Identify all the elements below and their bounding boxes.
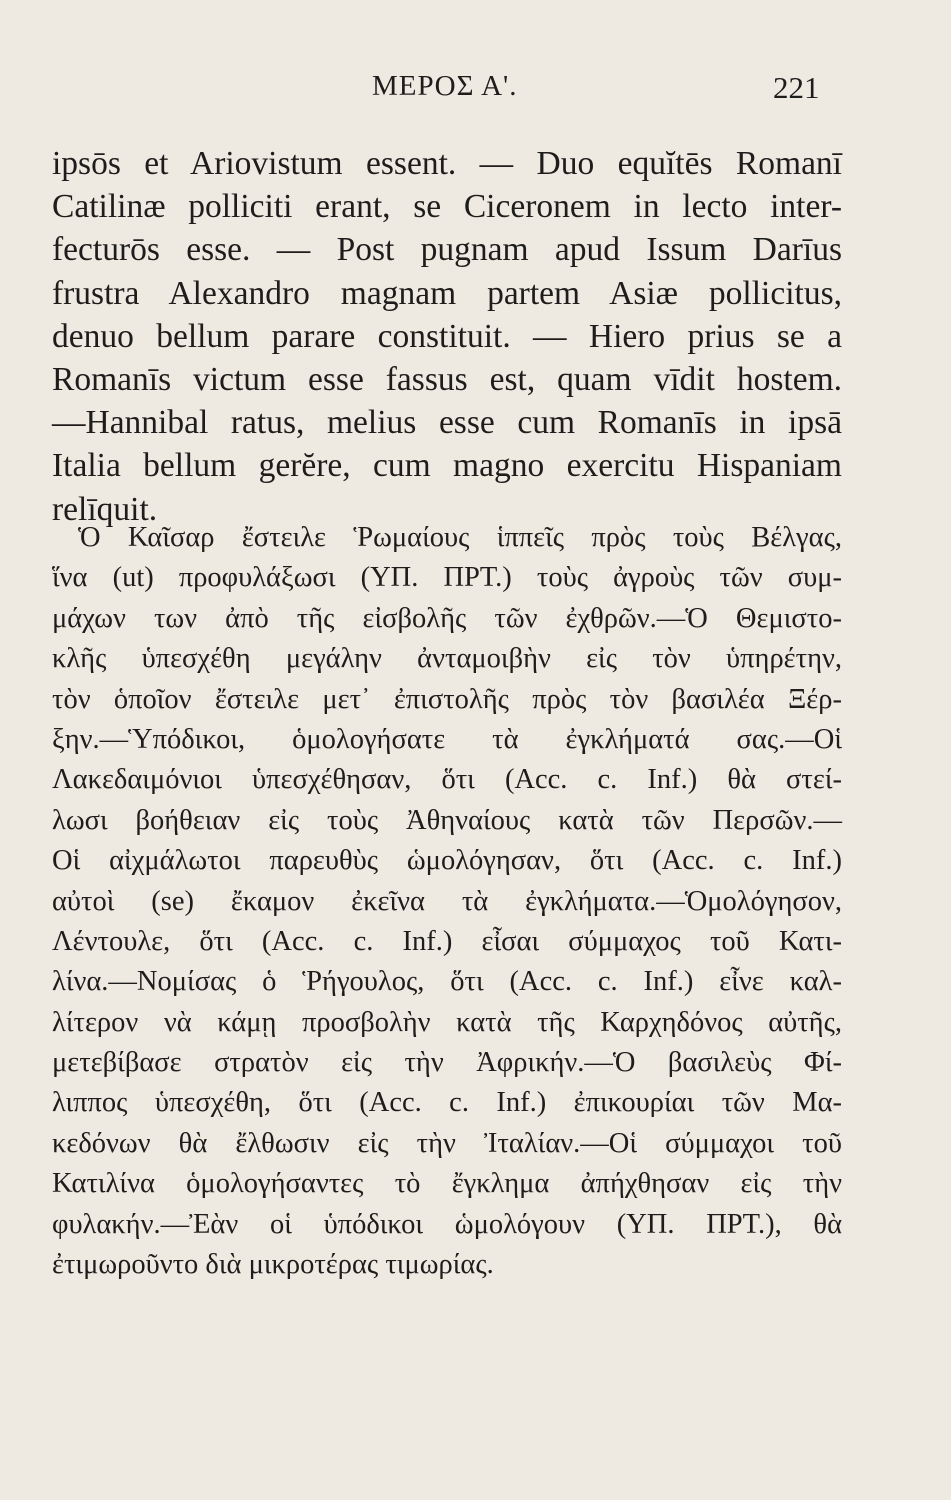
text-line: ἐτιμωροῦντο διὰ μικροτέρας τιμωρίας. (52, 1249, 494, 1281)
text-line: Catilinæ polliciti erant, se Ciceronem in lecto inter- (52, 188, 842, 226)
running-title: ΜΕΡΟΣ Α'. (372, 70, 518, 102)
text-line: αὐτοὶ (se) ἔκαμον ἐκεῖνα τὰ ἐγκλήματα.—Ὁμολόγησον, (52, 885, 842, 917)
text-line: Κατιλίνα ὁμολογήσαντες τὸ ἔγκλημα ἀπήχθησαν εἰς τὴν (52, 1168, 842, 1200)
text-line: μετεβίβασε στρατὸν εἰς τὴν Ἀφρικήν.—Ὁ βασιλεὺς Φί- (52, 1047, 842, 1079)
page-number: 221 (773, 70, 820, 105)
text-line: ἵνα (ut) προφυλάξωσι (ΥΠ. ΠΡΤ.) τοὺς ἀγροὺς τῶν συμ- (52, 562, 842, 594)
text-line: φυλακήν.—Ἐὰν οἱ ὑπόδικοι ὡμολόγουν (ΥΠ. ΠΡΤ.), θὰ (52, 1208, 842, 1240)
text-line: fecturōs esse. — Post pugnam apud Issum Darīus (52, 231, 842, 269)
text-line: Λέντουλε, ὅτι (Acc. c. Inf.) εἶσαι σύμμαχος τοῦ Κατι- (52, 925, 842, 957)
text-line: κεδόνων θὰ ἔλθωσιν εἰς τὴν Ἰταλίαν.—Οἱ σύμμαχοι τοῦ (52, 1127, 842, 1159)
greek-paragraph (52, 518, 842, 1285)
text-line: Οἱ αἰχμάλωτοι παρευθὺς ὡμολόγησαν, ὅτι (Acc. c. Inf.) (52, 845, 842, 877)
text-line: Italia bellum gerĕre, cum magno exercitu Hispaniam (52, 447, 842, 485)
text-line: —Hannibal ratus, melius esse cum Romanīs in ipsā (52, 404, 842, 442)
text-line: λωσι βοήθειαν εἰς τοὺς Ἀθηναίους κατὰ τῶν Περσῶν.— (52, 804, 842, 836)
text-line: Λακεδαιμόνιοι ὑπεσχέθησαν, ὅτι (Acc. c. Inf.) θὰ στεί- (52, 764, 842, 796)
text-line: ipsōs et Ariovistum essent. — Duo equĭtēs Romanī (52, 145, 842, 182)
text-line: λιππος ὑπεσχέθη, ὅτι (Acc. c. Inf.) ἐπικουρίαι τῶν Μα- (52, 1087, 842, 1119)
text-line: λίνα.—Νομίσας ὁ Ῥήγουλος, ὅτι (Acc. c. Inf.) εἶνε καλ- (52, 966, 842, 998)
text-line: Ὁ Καῖσαρ ἔστειλε Ῥωμαίους ἱππεῖς πρὸς τοὺς Βέλγας, (78, 522, 842, 553)
text-line: λίτερον νὰ κάμῃ προσβολὴν κατὰ τῆς Καρχηδόνος αὐτῆς, (52, 1006, 842, 1038)
running-head (0, 66, 951, 116)
text-line: ξην.—Ὑπόδικοι, ὁμολογήσατε τὰ ἐγκλήματά σας.—Οἱ (52, 723, 842, 755)
text-line: relīquit. (52, 490, 158, 528)
text-line: κλῆς ὑπεσχέθη μεγάλην ἀνταμοιβὴν εἰς τὸν ὑπηρέτην, (52, 643, 842, 675)
text-line: τὸν ὁποῖον ἔστειλε μετ᾽ ἐπιστολῆς πρὸς τὸν βασιλέα Ξέρ- (52, 683, 842, 715)
latin-paragraph (52, 142, 842, 531)
text-line: Romanīs victum esse fassus est, quam vīdit hostem. (52, 360, 842, 398)
text-line: frustra Alexandro magnam partem Asiæ pollicitus, (52, 274, 842, 312)
text-line: denuo bellum parare constituit. — Hiero prius se a (52, 317, 842, 355)
text-line: μάχων των ἀπὸ τῆς εἰσβολῆς τῶν ἐχθρῶν.—Ὁ Θεμιστο- (52, 602, 842, 634)
